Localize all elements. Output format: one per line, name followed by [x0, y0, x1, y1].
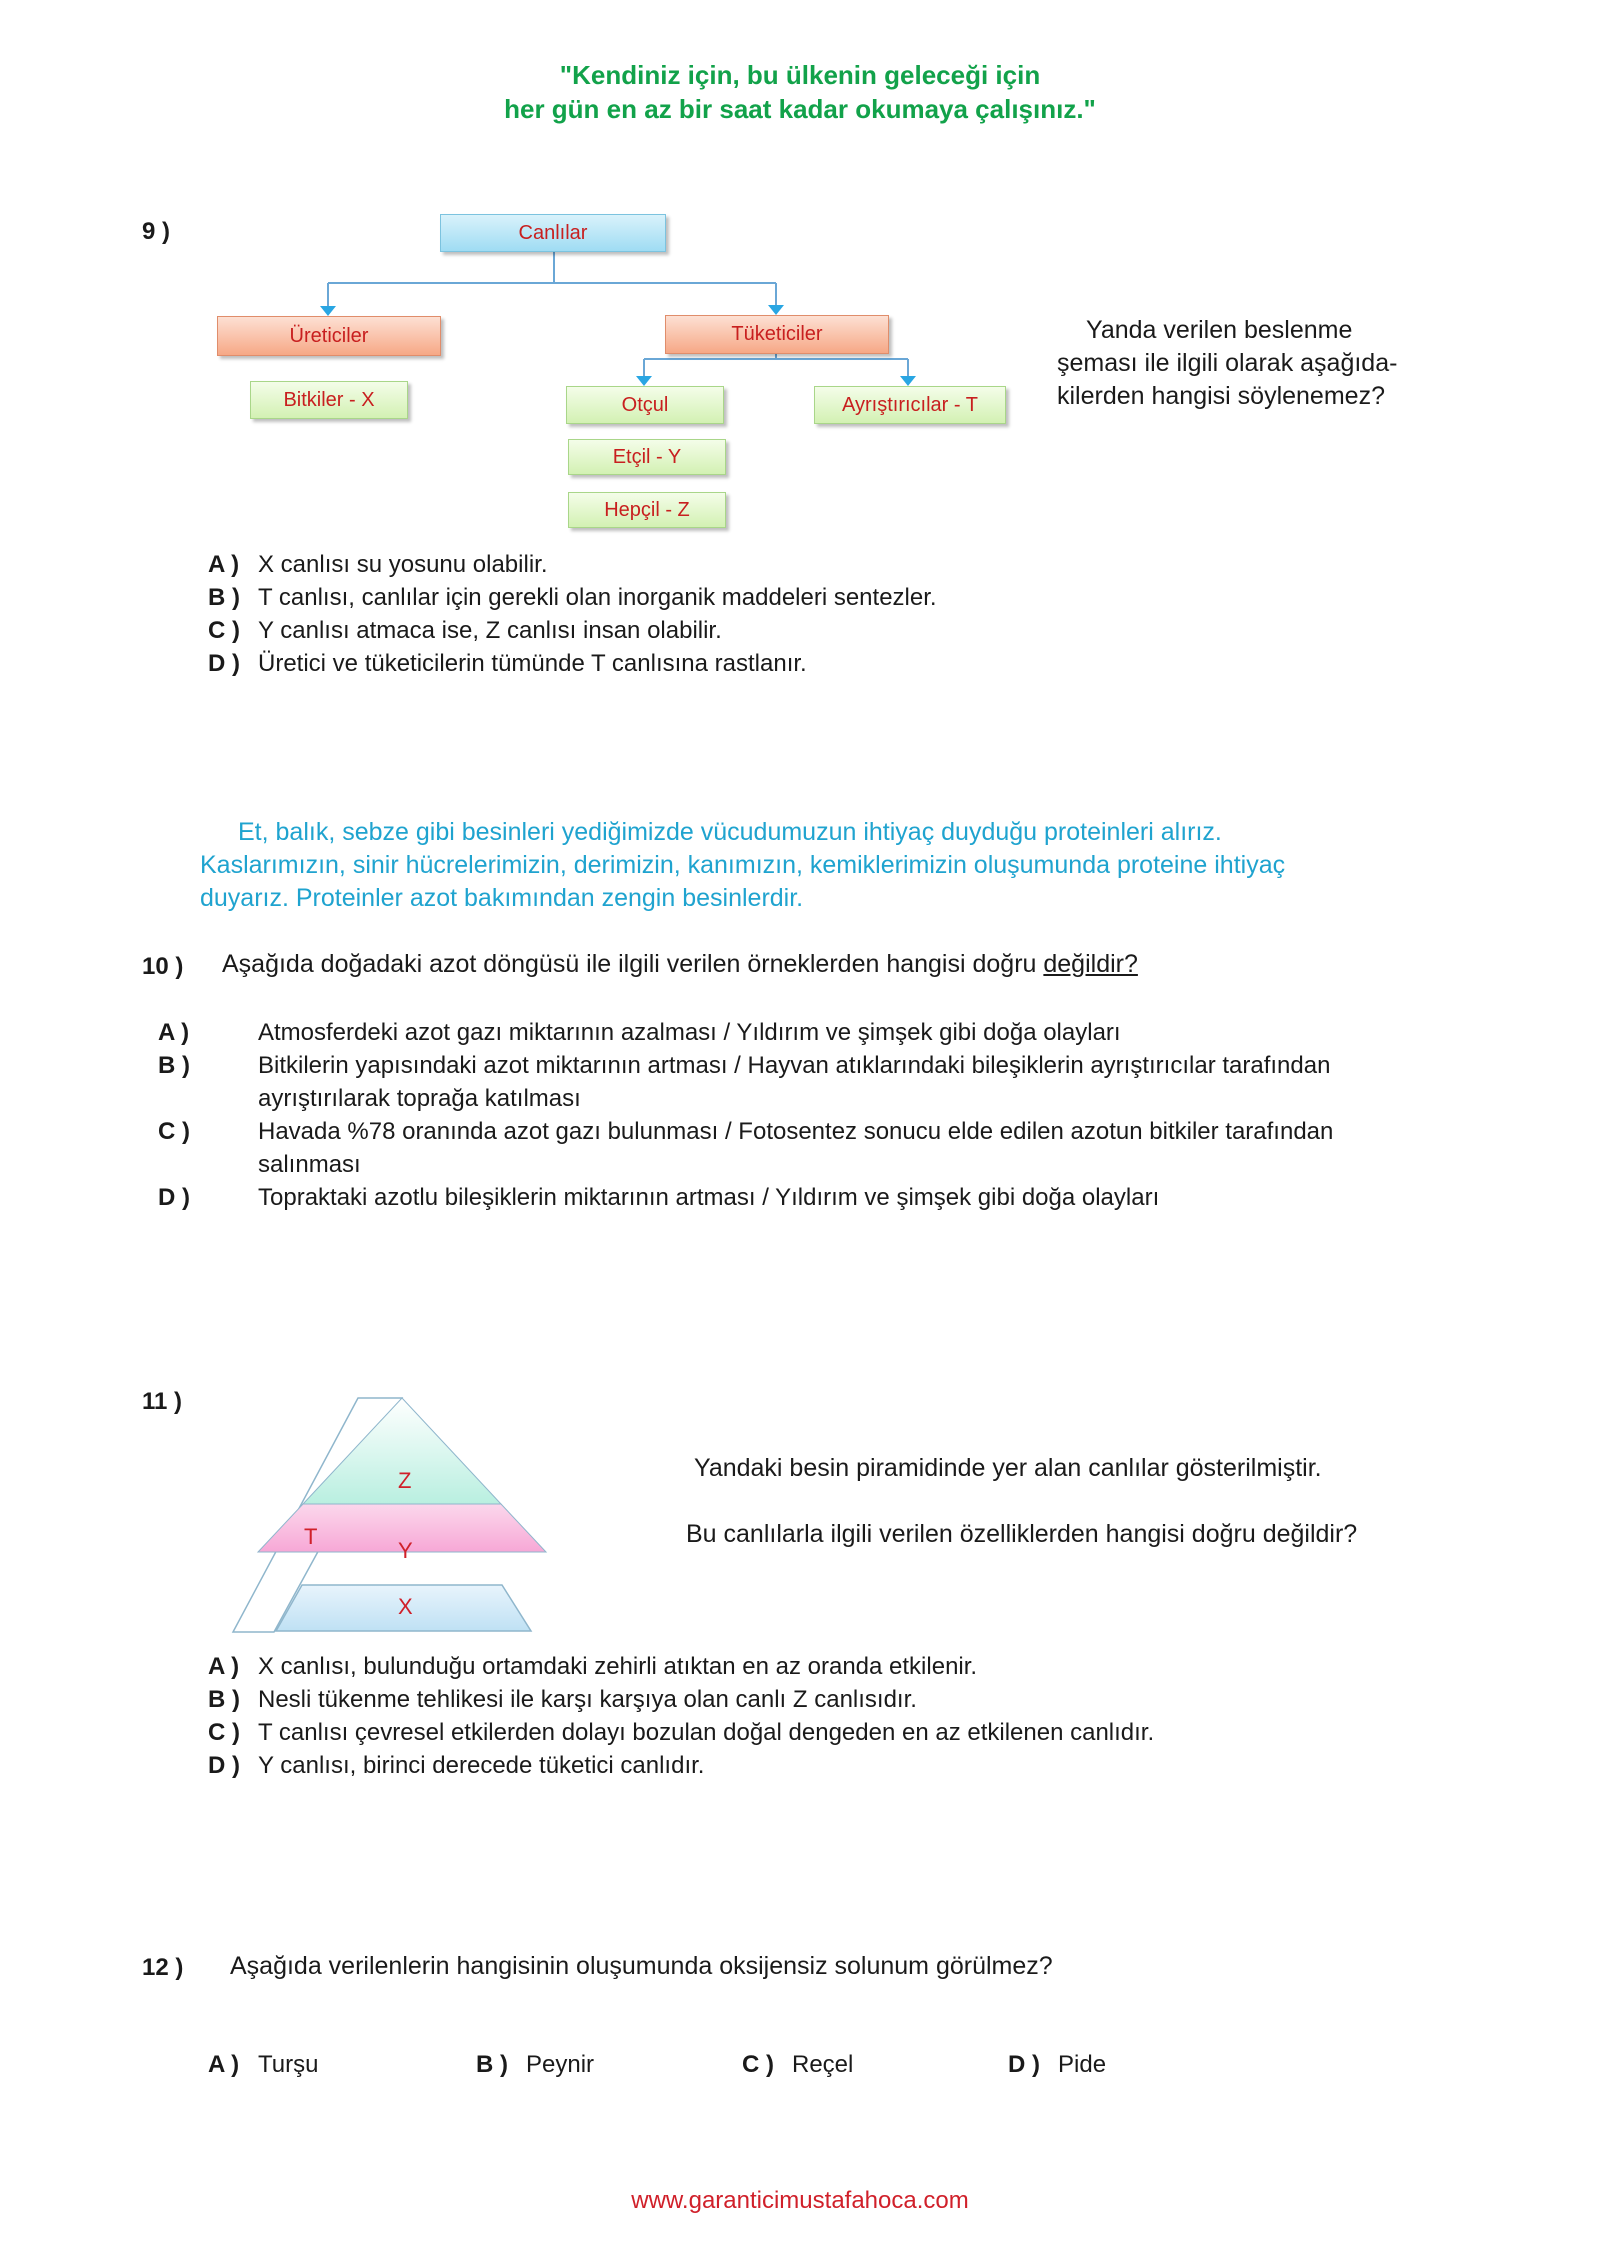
- diagram-node-decomposers: Ayrıştırıcılar - T: [814, 386, 1006, 424]
- option-letter: C ): [208, 1719, 240, 1746]
- question-10-number: 10 ): [142, 953, 184, 980]
- option-letter: B ): [158, 1052, 190, 1079]
- option-text: Havada %78 oranında azot gazı bulunması / Fotosentez sonucu elde edilen azotun bitkiler tarafından salınması: [258, 1118, 1334, 1178]
- option-letter: D ): [208, 650, 240, 677]
- option-letter: A ): [208, 2051, 240, 2078]
- option-text: Pide: [1058, 2051, 1107, 2078]
- option-b[interactable]: [208, 581, 1108, 614]
- option-letter: B ): [476, 2051, 508, 2078]
- option-b[interactable]: [158, 1049, 1388, 1115]
- option-text: Topraktaki azotlu bileşiklerin miktarının artması / Yıldırım ve şimşek gibi doğa olayları: [258, 1184, 1160, 1211]
- option-a[interactable]: [158, 1016, 1368, 1049]
- option-letter: C ): [208, 617, 240, 644]
- question-10-emphasis: değildir?: [1043, 950, 1138, 978]
- footer-website-link[interactable]: www.garanticimustafahoca.com: [631, 2187, 969, 2214]
- option-letter: A ): [158, 1019, 190, 1046]
- option-letter: D ): [158, 1184, 190, 1211]
- question-9-options: [208, 548, 1108, 680]
- pyramid-label-bottom: X: [398, 1594, 413, 1619]
- diagram-node-herbivore: Otçul: [566, 386, 724, 424]
- diagram-node-consumers: Tüketiciler: [665, 315, 889, 354]
- option-c[interactable]: [158, 1115, 1388, 1181]
- option-letter: B ): [208, 1686, 240, 1713]
- option-letter: D ): [1008, 2051, 1040, 2078]
- info-line-1: Et, balık, sebze gibi besinleri yediğimizde vücudumuzun ihtiyaç duyduğu proteinleri alırız.: [238, 818, 1222, 846]
- option-a[interactable]: [208, 548, 1108, 581]
- feeding-diagram-connectors: [0, 0, 1600, 560]
- question-10-options: [158, 1016, 1368, 1214]
- info-line-2: Kaslarımızın, sinir hücrelerimizin, derimizin, kanımızın, kemiklerimizin oluşumunda proteine ihtiyaç: [200, 851, 1286, 879]
- q12-option-a[interactable]: [208, 2048, 318, 2081]
- question-12-text: Aşağıda verilenlerin hangisinin oluşumunda oksijensiz solunum görülmez?: [230, 1952, 1053, 1980]
- option-b[interactable]: [208, 1683, 1408, 1716]
- option-text: Peynir: [526, 2051, 595, 2078]
- question-11-prompt-line-1: Yandaki besin piramidinde yer alan canlılar gösterilmiştir.: [694, 1454, 1322, 1482]
- question-11-options: [208, 1650, 1408, 1782]
- option-letter: C ): [158, 1118, 190, 1145]
- pyramid-label-middle: Y: [398, 1538, 413, 1563]
- option-text: Y canlısı, birinci derecede tüketici canlıdır.: [258, 1752, 705, 1779]
- diagram-node-producers: Üreticiler: [217, 316, 441, 356]
- option-a[interactable]: [208, 1650, 1408, 1683]
- option-text: T canlısı çevresel etkilerden dolayı bozulan doğal dengeden en az etkilenen canlıdır.: [258, 1719, 1155, 1746]
- info-line-3: duyarız. Proteinler azot bakımından zengin besinlerdir.: [200, 884, 804, 912]
- diagram-node-living-things: Canlılar: [440, 214, 666, 252]
- option-text: Y canlısı atmaca ise, Z canlısı insan olabilir.: [258, 617, 722, 644]
- option-text: Üretici ve tüketicilerin tümünde T canlısına rastlanır.: [258, 650, 807, 677]
- option-text: X canlısı su yosunu olabilir.: [258, 551, 548, 578]
- food-pyramid-bottom: [230, 1395, 550, 1645]
- question-9-prompt-line-1: Yanda verilen beslenme: [1086, 316, 1353, 344]
- option-text: X canlısı, bulunduğu ortamdaki zehirli atıktan en az oranda etkilenir.: [258, 1653, 978, 1680]
- question-12-number: 12 ): [142, 1954, 184, 1981]
- option-c[interactable]: [208, 1716, 1408, 1749]
- question-9-prompt-line-2: şeması ile ilgili olarak aşağıda-: [1057, 349, 1398, 377]
- option-d[interactable]: [208, 1749, 1408, 1782]
- question-9-prompt-line-3: kilerden hangisi söylenemez?: [1057, 382, 1385, 410]
- option-letter: A ): [208, 1653, 240, 1680]
- option-letter: A ): [208, 551, 240, 578]
- question-10-prefix: Aşağıda doğadaki azot döngüsü ile ilgili verilen örneklerden hangisi doğru: [222, 950, 1044, 978]
- question-11-number: 11 ): [142, 1388, 183, 1415]
- question-10-text: [222, 950, 1138, 979]
- option-text: T canlısı, canlılar için gerekli olan inorganik maddeleri sentezler.: [258, 584, 937, 611]
- option-text: Nesli tükenme tehlikesi ile karşı karşıya olan canlı Z canlısıdır.: [258, 1686, 917, 1713]
- pyramid-label-side: T: [304, 1524, 318, 1549]
- option-letter: D ): [208, 1752, 240, 1779]
- q12-option-c[interactable]: [742, 2048, 853, 2081]
- question-9-number: 9 ): [142, 218, 171, 245]
- option-text: Turşu: [258, 2051, 319, 2078]
- option-d[interactable]: [158, 1181, 1368, 1214]
- motto-line-1: "Kendiniz için, bu ülkenin geleceği için: [559, 60, 1041, 90]
- option-text: Bitkilerin yapısındaki azot miktarının artması / Hayvan atıklarındaki bileşiklerin ayrıştırıcılar tarafından ayrıştırılarak toprağa katılması: [258, 1052, 1331, 1112]
- q12-option-b[interactable]: [476, 2048, 594, 2081]
- option-letter: B ): [208, 584, 240, 611]
- q12-option-d[interactable]: [1008, 2048, 1106, 2081]
- diagram-node-carnivore: Etçil - Y: [568, 439, 726, 475]
- option-text: Atmosferdeki azot gazı miktarının azalması / Yıldırım ve şimşek gibi doğa olayları: [258, 1019, 1121, 1046]
- option-d[interactable]: [208, 647, 1108, 680]
- motto-line-2: her gün en az bir saat kadar okumaya çalışınız.": [504, 94, 1096, 124]
- option-c[interactable]: [208, 614, 1108, 647]
- pyramid-label-top: Z: [398, 1468, 412, 1493]
- option-letter: C ): [742, 2051, 774, 2078]
- diagram-node-omnivore: Hepçil - Z: [568, 492, 726, 528]
- option-text: Reçel: [792, 2051, 854, 2078]
- diagram-node-plants: Bitkiler - X: [250, 381, 408, 419]
- question-11-prompt-line-2: Bu canlılarla ilgili verilen özelliklerden hangisi doğru değildir?: [686, 1520, 1358, 1548]
